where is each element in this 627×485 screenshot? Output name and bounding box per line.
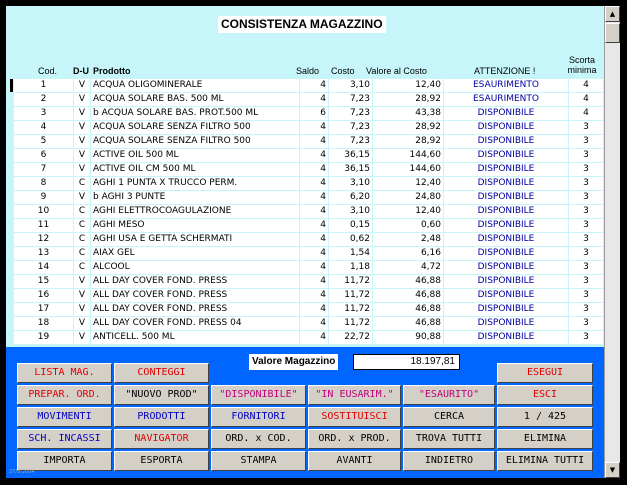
cell-valore[interactable]: 144,60 [373,149,443,162]
cell-cod[interactable]: 13 [14,247,73,260]
cell-du[interactable]: V [74,135,90,148]
scroll-down-icon[interactable]: ▼ [605,462,620,478]
scroll-up-icon[interactable]: ▲ [605,6,620,22]
cell-saldo[interactable]: 4 [300,289,328,302]
footer-date: 27/3/2004 [9,469,35,475]
col-header-du: D-U [73,66,89,76]
cell-prodotto[interactable]: ANTICELL. 500 ML [91,331,299,344]
prodotti-button[interactable]: PRODOTTI [114,407,209,427]
table-row[interactable] [9,261,603,275]
cell-scorta[interactable]: 3 [569,205,603,218]
table-row[interactable] [9,107,603,121]
scrollbar-thumb[interactable] [605,23,620,43]
form-window [6,6,620,478]
record-selector[interactable] [10,177,13,190]
cell-du[interactable]: V [74,93,90,106]
record-selector[interactable] [10,289,13,302]
cell-prodotto[interactable]: ACQUA SOLARE SENZA FILTRO 500 [91,135,299,148]
cell-scorta[interactable]: 3 [569,275,603,288]
cell-cod[interactable]: 17 [14,303,73,316]
col-header-attenzione: ATTENZIONE ! [474,66,536,76]
col-header-saldo: Saldo [296,66,320,76]
cell-attenzione[interactable]: DISPONIBILE [444,261,568,274]
cell-attenzione[interactable]: DISPONIBILE [444,219,568,232]
cell-valore[interactable]: 28,92 [373,93,443,106]
cell-du[interactable]: C [74,247,90,260]
cell-prodotto[interactable]: AGHI ELETTROCOAGULAZIONE [91,205,299,218]
cell-saldo[interactable]: 4 [300,275,328,288]
record-selector[interactable] [10,79,13,92]
cell-cod[interactable]: 4 [14,121,73,134]
cell-scorta[interactable]: 3 [569,303,603,316]
cell-costo[interactable]: 1,54 [329,247,372,260]
cell-scorta[interactable]: 3 [569,289,603,302]
cell-du[interactable]: V [74,121,90,134]
cell-valore[interactable]: 2,48 [373,233,443,246]
cell-cod[interactable]: 5 [14,135,73,148]
cell-prodotto[interactable]: AIAX GEL [91,247,299,260]
cell-costo[interactable]: 7,23 [329,135,372,148]
vertical-scrollbar[interactable] [604,6,620,478]
cell-prodotto[interactable]: ACQUA OLIGOMINERALE [91,79,299,92]
cell-scorta[interactable]: 3 [569,247,603,260]
cell-costo[interactable]: 0,62 [329,233,372,246]
cell-cod[interactable]: 3 [14,107,73,120]
inventory-table [9,79,603,345]
cell-attenzione[interactable]: DISPONIBILE [444,135,568,148]
col-header-scorta-line2: minima [567,65,597,75]
cell-cod[interactable]: 8 [14,177,73,190]
cell-attenzione[interactable]: ESAURIMENTO [444,79,568,92]
col-header-scorta-line1: Scorta [568,55,595,65]
cell-cod[interactable]: 12 [14,233,73,246]
cell-saldo[interactable]: 4 [300,79,328,92]
table-row[interactable] [9,79,603,93]
cell-costo[interactable]: 3,10 [329,205,372,218]
record-selector[interactable] [10,247,13,260]
col-header-costo: Costo [331,66,355,76]
esegui-button[interactable]: ESEGUI [497,363,593,383]
cell-du[interactable]: V [74,149,90,162]
cell-valore[interactable]: 46,88 [373,303,443,316]
cell-attenzione[interactable]: DISPONIBILE [444,177,568,190]
cell-scorta[interactable]: 4 [569,79,603,92]
cell-valore[interactable]: 28,92 [373,135,443,148]
lista-mag-button[interactable]: LISTA MAG. [17,363,112,383]
table-row[interactable] [9,317,603,331]
cell-scorta[interactable]: 3 [569,317,603,330]
cell-prodotto[interactable]: ACTIVE OIL 500 ML [91,149,299,162]
cell-costo[interactable]: 11,72 [329,275,372,288]
cell-saldo[interactable]: 4 [300,317,328,330]
cell-prodotto[interactable]: ACQUA SOLARE SENZA FILTRO 500 [91,121,299,134]
cell-du[interactable]: V [74,289,90,302]
cell-costo[interactable]: 36,15 [329,149,372,162]
cell-scorta[interactable]: 3 [569,191,603,204]
elimina-tutti-button[interactable]: ELIMINA TUTTI [497,451,593,471]
cell-costo[interactable]: 36,15 [329,163,372,176]
cell-valore[interactable]: 24,80 [373,191,443,204]
cell-scorta[interactable]: 4 [569,107,603,120]
col-header-prodotto: Prodotto [93,66,131,76]
table-row[interactable] [9,219,603,233]
cell-valore[interactable]: 46,88 [373,289,443,302]
cell-costo[interactable]: 3,10 [329,177,372,190]
record-selector[interactable] [10,261,13,274]
sostituisci-button[interactable]: SOSTITUISCI [308,407,401,427]
table-row[interactable] [9,331,603,345]
col-header-valore: Valore al Costo [366,66,427,76]
in-esaurimento-filter-button[interactable]: "IN EUSARIM." [308,385,401,405]
record-selector[interactable] [10,219,13,232]
cerca-button[interactable]: CERCA [403,407,495,427]
cell-attenzione[interactable]: DISPONIBILE [444,247,568,260]
record-selector[interactable] [10,121,13,134]
cell-prodotto[interactable]: AGHI MESO [91,219,299,232]
cell-saldo[interactable]: 4 [300,219,328,232]
cell-attenzione[interactable]: DISPONIBILE [444,275,568,288]
cell-valore[interactable]: 4,72 [373,261,443,274]
cell-saldo[interactable]: 4 [300,135,328,148]
cell-valore[interactable]: 28,92 [373,121,443,134]
cell-costo[interactable]: 0,15 [329,219,372,232]
cell-costo[interactable]: 11,72 [329,303,372,316]
table-row[interactable] [9,135,603,149]
cell-du[interactable]: C [74,205,90,218]
cell-prodotto[interactable]: AGHI USA E GETTA SCHERMATI [91,233,299,246]
cell-scorta[interactable]: 3 [569,233,603,246]
cell-valore[interactable]: 144,60 [373,163,443,176]
cell-scorta[interactable]: 3 [569,135,603,148]
cell-valore[interactable]: 90,88 [373,331,443,344]
cell-attenzione[interactable]: DISPONIBILE [444,289,568,302]
record-selector[interactable] [10,93,13,106]
record-selector[interactable] [10,163,13,176]
form-title: CONSISTENZA MAGAZZINO [218,16,386,33]
cell-costo[interactable]: 3,10 [329,79,372,92]
table-row[interactable] [9,163,603,177]
avanti-button[interactable]: AVANTI [308,451,401,471]
cell-saldo[interactable]: 4 [300,177,328,190]
record-selector[interactable] [10,317,13,330]
valore-magazzino-group [249,354,469,370]
cell-saldo[interactable]: 4 [300,247,328,260]
cell-valore[interactable]: 0,60 [373,219,443,232]
cell-scorta[interactable]: 3 [569,163,603,176]
record-selector[interactable] [10,135,13,148]
cell-cod[interactable]: 1 [14,79,73,92]
table-row[interactable] [9,247,603,261]
cell-scorta[interactable]: 3 [569,149,603,162]
prepar-ord-button[interactable]: PREPAR. ORD. [17,385,112,405]
cell-prodotto[interactable]: b AGHI 3 PUNTE [91,191,299,204]
conteggi-button[interactable]: CONTEGGI [114,363,209,383]
cell-attenzione[interactable]: DISPONIBILE [444,121,568,134]
cell-cod[interactable]: 6 [14,149,73,162]
table-row[interactable] [9,233,603,247]
cell-scorta[interactable]: 3 [569,219,603,232]
table-row[interactable] [9,303,603,317]
cell-prodotto[interactable]: ACQUA SOLARE BAS. 500 ML [91,93,299,106]
record-selector[interactable] [10,331,13,344]
cell-prodotto[interactable]: ALL DAY COVER FOND. PRESS [91,275,299,288]
cell-costo[interactable]: 7,23 [329,121,372,134]
cell-du[interactable]: V [74,275,90,288]
cell-scorta[interactable]: 3 [569,177,603,190]
importa-button[interactable]: IMPORTA [17,451,112,471]
cell-costo[interactable]: 7,23 [329,107,372,120]
cell-cod[interactable]: 10 [14,205,73,218]
cell-costo[interactable]: 11,72 [329,317,372,330]
table-row[interactable] [9,121,603,135]
cell-du[interactable]: C [74,219,90,232]
cell-costo[interactable]: 1,18 [329,261,372,274]
record-selector[interactable] [10,275,13,288]
cell-cod[interactable]: 14 [14,261,73,274]
cell-scorta[interactable]: 3 [569,121,603,134]
cell-saldo[interactable]: 4 [300,191,328,204]
cell-valore[interactable]: 43,38 [373,107,443,120]
cell-cod[interactable]: 16 [14,289,73,302]
cell-du[interactable]: C [74,261,90,274]
cell-attenzione[interactable]: ESAURIMENTO [444,93,568,106]
cell-attenzione[interactable]: DISPONIBILE [444,303,568,316]
cell-attenzione[interactable]: DISPONIBILE [444,149,568,162]
esci-button[interactable]: ESCI [497,385,593,405]
cell-attenzione[interactable]: DISPONIBILE [444,233,568,246]
cell-du[interactable]: V [74,331,90,344]
cell-scorta[interactable]: 3 [569,331,603,344]
cell-cod[interactable]: 7 [14,163,73,176]
cell-prodotto[interactable]: ALCOOL [91,261,299,274]
elimina-button[interactable]: ELIMINA [497,429,593,449]
valore-magazzino-field[interactable]: 18.197,81 [353,354,460,370]
cell-valore[interactable]: 12,40 [373,177,443,190]
cell-valore[interactable]: 12,40 [373,79,443,92]
trova-tutti-button[interactable]: TROVA TUTTI [403,429,495,449]
cell-valore[interactable]: 46,88 [373,317,443,330]
fornitori-button[interactable]: FORNITORI [211,407,306,427]
ord-prod-button[interactable]: ORD. x PROD. [308,429,401,449]
record-selector[interactable] [10,107,13,120]
record-selector[interactable] [10,191,13,204]
cell-prodotto[interactable]: ALL DAY COVER FOND. PRESS [91,303,299,316]
cell-du[interactable]: V [74,317,90,330]
table-row[interactable] [9,93,603,107]
cell-costo[interactable]: 7,23 [329,93,372,106]
cell-cod[interactable]: 18 [14,317,73,330]
indietro-button[interactable]: INDIETRO [403,451,495,471]
cell-prodotto[interactable]: ALL DAY COVER FOND. PRESS 04 [91,317,299,330]
cell-du[interactable]: V [74,163,90,176]
command-panel [6,347,604,478]
valore-magazzino-label: Valore Magazzino [249,354,338,370]
cell-cod[interactable]: 2 [14,93,73,106]
cell-prodotto[interactable]: b ACQUA SOLARE BAS. PROT.500 ML [91,107,299,120]
cell-saldo[interactable]: 4 [300,163,328,176]
disponibile-filter-button[interactable]: "DISPONIBILE" [211,385,306,405]
cell-attenzione[interactable]: DISPONIBILE [444,191,568,204]
cell-saldo[interactable]: 4 [300,205,328,218]
stampa-button[interactable]: STAMPA [211,451,306,471]
record-counter: 1 / 425 [497,407,593,427]
cell-du[interactable]: V [74,303,90,316]
col-header-scorta [562,55,602,75]
table-row[interactable] [9,275,603,289]
cell-prodotto[interactable]: ALL DAY COVER FOND. PRESS [91,289,299,302]
cell-attenzione[interactable]: DISPONIBILE [444,317,568,330]
cell-prodotto[interactable]: AGHI 1 PUNTA X TRUCCO PERM. [91,177,299,190]
cell-scorta[interactable]: 4 [569,93,603,106]
cell-saldo[interactable]: 4 [300,303,328,316]
record-selector[interactable] [10,303,13,316]
cell-du[interactable]: C [74,177,90,190]
table-row[interactable] [9,289,603,303]
cell-du[interactable]: V [74,79,90,92]
cell-saldo[interactable]: 4 [300,261,328,274]
nuovo-prod-button[interactable]: "NUOVO PROD" [114,385,209,405]
cell-cod[interactable]: 15 [14,275,73,288]
record-selector[interactable] [10,233,13,246]
cell-saldo[interactable]: 4 [300,233,328,246]
cell-scorta[interactable]: 3 [569,261,603,274]
cell-saldo[interactable]: 4 [300,331,328,344]
record-selector[interactable] [10,205,13,218]
cell-saldo[interactable]: 4 [300,121,328,134]
table-row[interactable] [9,191,603,205]
navigator-button[interactable]: NAVIGATOR [114,429,209,449]
cell-du[interactable]: V [74,191,90,204]
cell-attenzione[interactable]: DISPONIBILE [444,107,568,120]
cell-valore[interactable]: 46,88 [373,275,443,288]
table-row[interactable] [9,205,603,219]
cell-saldo[interactable]: 6 [300,107,328,120]
cell-valore[interactable]: 12,40 [373,205,443,218]
movimenti-button[interactable]: MOVIMENTI [17,407,112,427]
cell-du[interactable]: V [74,107,90,120]
esaurito-filter-button[interactable]: "ESAURITO" [403,385,495,405]
table-row[interactable] [9,177,603,191]
cell-costo[interactable]: 6,20 [329,191,372,204]
cell-valore[interactable]: 6,16 [373,247,443,260]
esporta-button[interactable]: ESPORTA [114,451,209,471]
cell-saldo[interactable]: 4 [300,93,328,106]
cell-cod[interactable]: 11 [14,219,73,232]
cell-costo[interactable]: 22,72 [329,331,372,344]
cell-du[interactable]: C [74,233,90,246]
cell-prodotto[interactable]: ACTIVE OIL CM 500 ML [91,163,299,176]
cell-attenzione[interactable]: DISPONIBILE [444,205,568,218]
cell-cod[interactable]: 19 [14,331,73,344]
sch-incassi-button[interactable]: SCH. INCASSI [17,429,112,449]
inventory-panel [6,6,604,347]
table-row[interactable] [9,149,603,163]
cell-saldo[interactable]: 4 [300,149,328,162]
record-selector[interactable] [10,149,13,162]
cell-attenzione[interactable]: DISPONIBILE [444,331,568,344]
cell-cod[interactable]: 9 [14,191,73,204]
cell-costo[interactable]: 11,72 [329,289,372,302]
cell-attenzione[interactable]: DISPONIBILE [444,163,568,176]
col-header-cod: Cod. [38,66,58,76]
ord-cod-button[interactable]: ORD. x COD. [211,429,306,449]
